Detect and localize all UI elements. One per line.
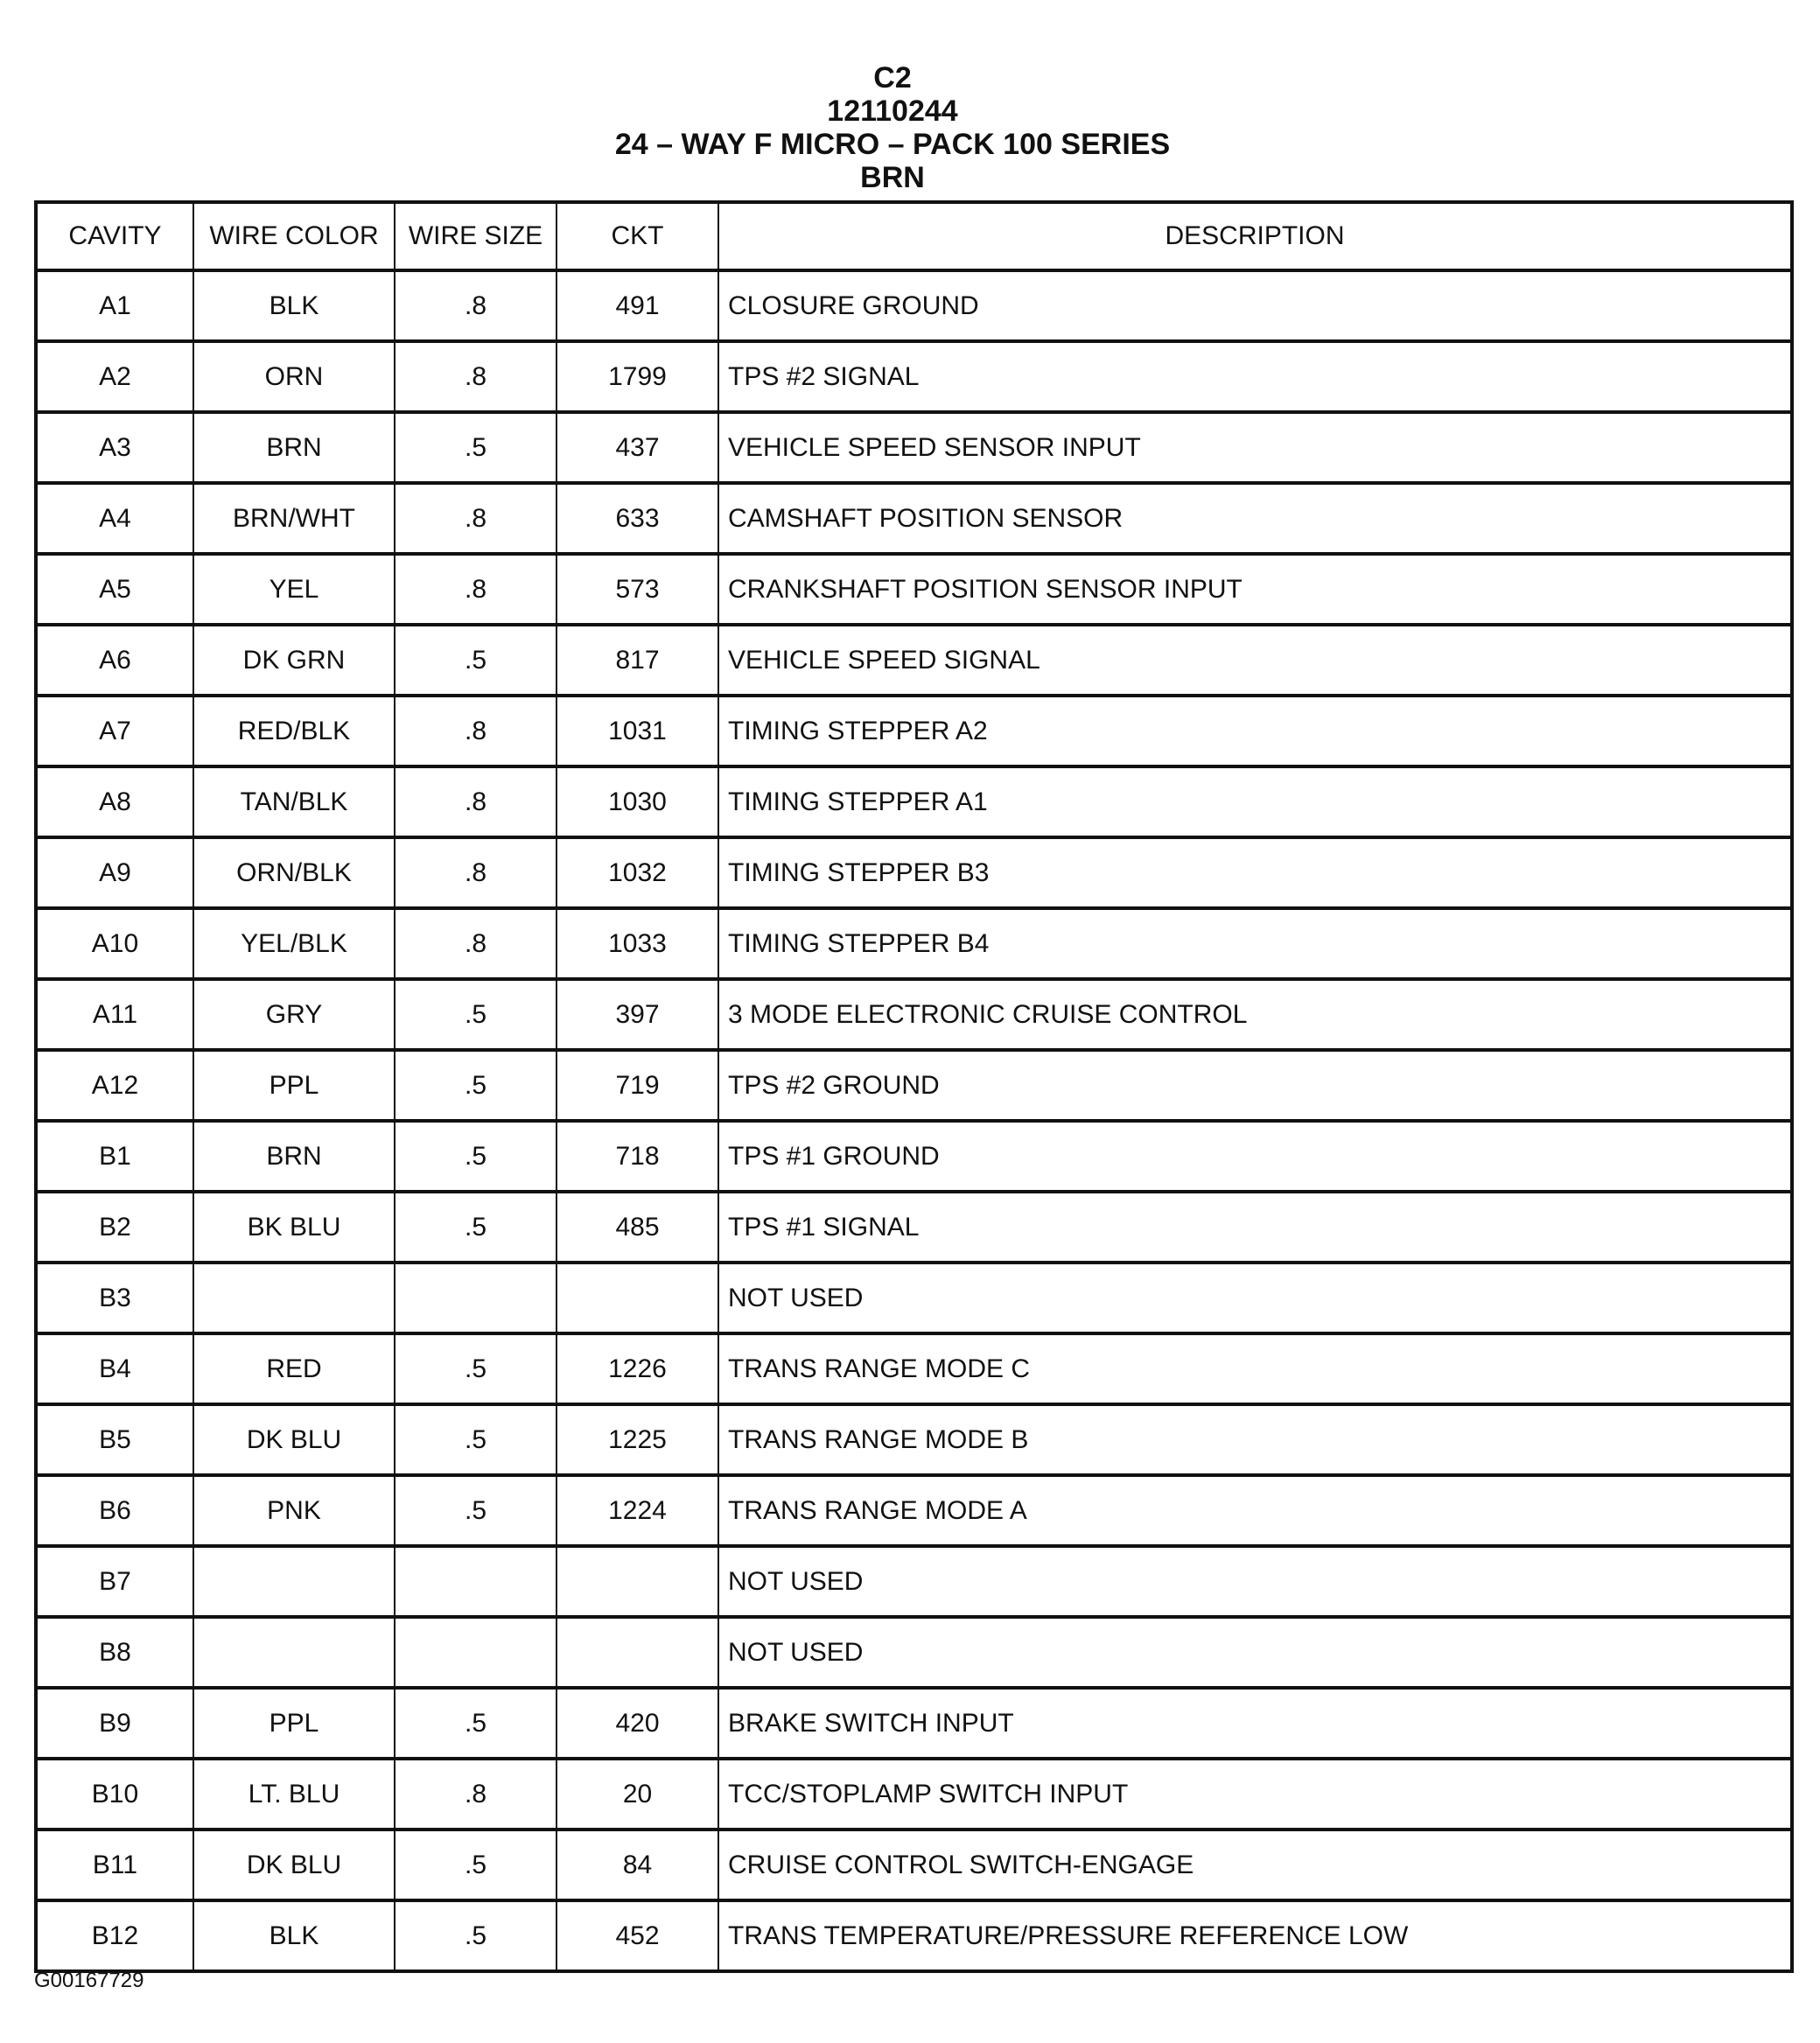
figure-id: G00167729 <box>34 1969 144 1992</box>
cell-description: TIMING STEPPER B3 <box>718 837 1792 908</box>
cell-wire-color: DK BLU <box>193 1830 395 1900</box>
connector-type: 24 – WAY F MICRO – PACK 100 SERIES <box>614 128 1171 161</box>
cell-cavity: A1 <box>36 270 193 341</box>
cell-wire-color: DK GRN <box>193 625 395 696</box>
cell-wire-color: BK BLU <box>193 1192 395 1263</box>
cell-wire-size: .5 <box>395 1900 556 1971</box>
cell-cavity: B4 <box>36 1333 193 1404</box>
cell-ckt: 420 <box>556 1688 718 1759</box>
cell-wire-size: .8 <box>395 483 556 554</box>
cell-description: TIMING STEPPER A2 <box>718 696 1792 766</box>
cell-ckt: 1225 <box>556 1404 718 1475</box>
cell-description: 3 MODE ELECTRONIC CRUISE CONTROL <box>718 979 1792 1050</box>
cell-ckt: 84 <box>556 1830 718 1900</box>
cell-wire-size: .8 <box>395 1759 556 1830</box>
table-row <box>36 1263 1792 1333</box>
cell-description: CAMSHAFT POSITION SENSOR <box>718 483 1792 554</box>
table-row <box>36 1617 1792 1688</box>
cell-cavity: A8 <box>36 766 193 837</box>
cell-wire-size: .5 <box>395 1333 556 1404</box>
cell-wire-size: .8 <box>395 766 556 837</box>
cell-ckt: 1799 <box>556 341 718 412</box>
cell-ckt <box>556 1263 718 1333</box>
cell-wire-size: .8 <box>395 341 556 412</box>
table-row <box>36 1192 1792 1263</box>
cell-wire-color <box>193 1263 395 1333</box>
cell-wire-size: .5 <box>395 1830 556 1900</box>
cell-ckt: 1226 <box>556 1333 718 1404</box>
cell-ckt: 1224 <box>556 1475 718 1546</box>
cell-wire-color: YEL <box>193 554 395 625</box>
cell-ckt: 1033 <box>556 908 718 979</box>
cell-wire-size: .5 <box>395 1192 556 1263</box>
cell-description: CLOSURE GROUND <box>718 270 1792 341</box>
table-row <box>36 1404 1792 1475</box>
cell-wire-color: YEL/BLK <box>193 908 395 979</box>
cell-wire-color: TAN/BLK <box>193 766 395 837</box>
cell-wire-color <box>193 1546 395 1617</box>
cell-wire-size: .8 <box>395 554 556 625</box>
cell-ckt: 1030 <box>556 766 718 837</box>
cell-description: TPS #2 SIGNAL <box>718 341 1792 412</box>
cell-wire-size: .8 <box>395 696 556 766</box>
cell-wire-color: BLK <box>193 270 395 341</box>
cell-cavity: B12 <box>36 1900 193 1971</box>
table-row <box>36 1688 1792 1759</box>
cell-wire-size: .5 <box>395 1050 556 1121</box>
column-header-cavity: CAVITY <box>36 202 193 270</box>
table-row <box>36 412 1792 483</box>
table-row <box>36 1830 1792 1900</box>
cell-description: TIMING STEPPER A1 <box>718 766 1792 837</box>
cell-wire-color: GRY <box>193 979 395 1050</box>
pinout-table <box>34 200 1794 1973</box>
cell-description: TCC/STOPLAMP SWITCH INPUT <box>718 1759 1792 1830</box>
table-row <box>36 1050 1792 1121</box>
cell-cavity: B10 <box>36 1759 193 1830</box>
cell-cavity: A12 <box>36 1050 193 1121</box>
cell-cavity: B5 <box>36 1404 193 1475</box>
cell-cavity: B9 <box>36 1688 193 1759</box>
cell-ckt: 633 <box>556 483 718 554</box>
table-row <box>36 341 1792 412</box>
cell-description: TRANS TEMPERATURE/PRESSURE REFERENCE LOW <box>718 1900 1792 1971</box>
connector-name: C2 <box>873 61 912 94</box>
cell-wire-size: .8 <box>395 837 556 908</box>
pinout-table-body <box>36 270 1792 1971</box>
cell-wire-color: ORN <box>193 341 395 412</box>
cell-wire-color: RED/BLK <box>193 696 395 766</box>
cell-cavity: B2 <box>36 1192 193 1263</box>
cell-wire-size: .8 <box>395 908 556 979</box>
cell-ckt: 817 <box>556 625 718 696</box>
cell-cavity: A10 <box>36 908 193 979</box>
cell-ckt: 397 <box>556 979 718 1050</box>
cell-wire-color: DK BLU <box>193 1404 395 1475</box>
cell-cavity: B7 <box>36 1546 193 1617</box>
cell-wire-color <box>193 1617 395 1688</box>
table-row <box>36 979 1792 1050</box>
table-row <box>36 696 1792 766</box>
cell-cavity: B8 <box>36 1617 193 1688</box>
cell-ckt: 1031 <box>556 696 718 766</box>
cell-wire-color: ORN/BLK <box>193 837 395 908</box>
table-row <box>36 1900 1792 1971</box>
table-row <box>36 1121 1792 1192</box>
cell-ckt: 20 <box>556 1759 718 1830</box>
cell-ckt <box>556 1617 718 1688</box>
cell-ckt: 719 <box>556 1050 718 1121</box>
cell-wire-color: BLK <box>193 1900 395 1971</box>
cell-wire-color: BRN <box>193 1121 395 1192</box>
cell-cavity: B3 <box>36 1263 193 1333</box>
cell-ckt: 452 <box>556 1900 718 1971</box>
table-row <box>36 554 1792 625</box>
table-row <box>36 908 1792 979</box>
table-row <box>36 625 1792 696</box>
table-row <box>36 1333 1792 1404</box>
column-header-wire-size: WIRE SIZE <box>395 202 556 270</box>
column-header-description: DESCRIPTION <box>718 202 1792 270</box>
cell-cavity: A9 <box>36 837 193 908</box>
column-header-wire-color: WIRE COLOR <box>193 202 395 270</box>
table-row <box>36 483 1792 554</box>
cell-description: NOT USED <box>718 1617 1792 1688</box>
connector-part-number: 12110244 <box>827 94 958 128</box>
cell-wire-color: BRN/WHT <box>193 483 395 554</box>
cell-wire-size: .5 <box>395 1121 556 1192</box>
cell-ckt: 1032 <box>556 837 718 908</box>
cell-description: VEHICLE SPEED SENSOR INPUT <box>718 412 1792 483</box>
cell-wire-color: LT. BLU <box>193 1759 395 1830</box>
cell-wire-size: .5 <box>395 625 556 696</box>
cell-description: BRAKE SWITCH INPUT <box>718 1688 1792 1759</box>
cell-description: TRANS RANGE MODE C <box>718 1333 1792 1404</box>
cell-description: TRANS RANGE MODE A <box>718 1475 1792 1546</box>
cell-wire-size: .8 <box>395 270 556 341</box>
table-row <box>36 1759 1792 1830</box>
cell-cavity: A6 <box>36 625 193 696</box>
table-row <box>36 837 1792 908</box>
cell-wire-color: PNK <box>193 1475 395 1546</box>
table-row <box>36 1546 1792 1617</box>
table-row <box>36 1475 1792 1546</box>
cell-wire-size: .5 <box>395 412 556 483</box>
column-header-ckt: CKT <box>556 202 718 270</box>
cell-ckt: 573 <box>556 554 718 625</box>
cell-cavity: A7 <box>36 696 193 766</box>
table-row <box>36 766 1792 837</box>
table-header-row <box>36 202 1792 270</box>
cell-ckt <box>556 1546 718 1617</box>
cell-wire-size <box>395 1263 556 1333</box>
cell-description: TPS #2 GROUND <box>718 1050 1792 1121</box>
cell-cavity: A11 <box>36 979 193 1050</box>
cell-wire-color: RED <box>193 1333 395 1404</box>
cell-description: NOT USED <box>718 1263 1792 1333</box>
cell-cavity: A4 <box>36 483 193 554</box>
cell-description: TRANS RANGE MODE B <box>718 1404 1792 1475</box>
cell-wire-size <box>395 1617 556 1688</box>
cell-cavity: B6 <box>36 1475 193 1546</box>
cell-cavity: A2 <box>36 341 193 412</box>
cell-wire-color: PPL <box>193 1050 395 1121</box>
cell-cavity: A3 <box>36 412 193 483</box>
cell-ckt: 485 <box>556 1192 718 1263</box>
cell-description: CRUISE CONTROL SWITCH-ENGAGE <box>718 1830 1792 1900</box>
cell-wire-size: .5 <box>395 1404 556 1475</box>
cell-wire-size <box>395 1546 556 1617</box>
cell-cavity: B11 <box>36 1830 193 1900</box>
cell-ckt: 718 <box>556 1121 718 1192</box>
cell-wire-color: BRN <box>193 412 395 483</box>
cell-wire-size: .5 <box>395 979 556 1050</box>
cell-description: VEHICLE SPEED SIGNAL <box>718 625 1792 696</box>
table-row <box>36 270 1792 341</box>
cell-description: NOT USED <box>718 1546 1792 1617</box>
cell-wire-size: .5 <box>395 1475 556 1546</box>
cell-description: TPS #1 SIGNAL <box>718 1192 1792 1263</box>
cell-description: TIMING STEPPER B4 <box>718 908 1792 979</box>
cell-ckt: 491 <box>556 270 718 341</box>
cell-ckt: 437 <box>556 412 718 483</box>
cell-wire-color: PPL <box>193 1688 395 1759</box>
connector-color: BRN <box>860 161 925 194</box>
cell-cavity: A5 <box>36 554 193 625</box>
cell-wire-size: .5 <box>395 1688 556 1759</box>
cell-description: CRANKSHAFT POSITION SENSOR INPUT <box>718 554 1792 625</box>
connector-header <box>560 61 1225 194</box>
cell-description: TPS #1 GROUND <box>718 1121 1792 1192</box>
cell-cavity: B1 <box>36 1121 193 1192</box>
